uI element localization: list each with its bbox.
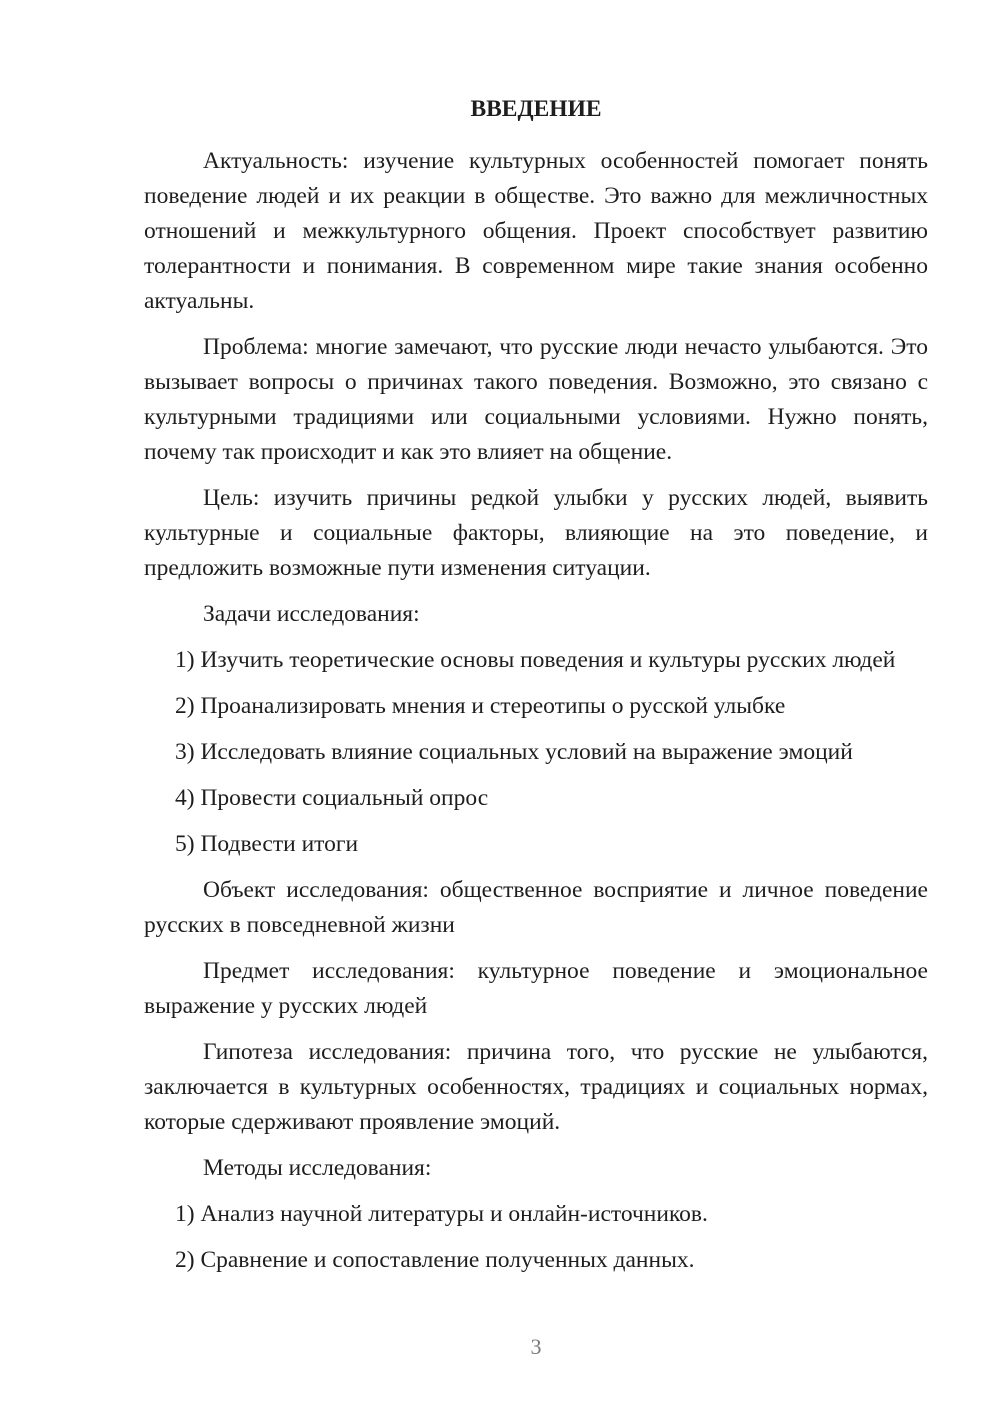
page-number: 3 <box>530 1334 542 1359</box>
subject-paragraph: Предмет исследования: культурное поведение и эмоциональное выражение у русских людей <box>144 958 928 1019</box>
tasks-label: Задачи исследования: <box>203 601 420 627</box>
object-paragraph: Объект исследования: общественное восприятие и личное поведение русских в повседневной жизни <box>144 877 928 938</box>
relevance-paragraph: Актуальность: изучение культурных особенностей помогает понять поведение людей и их реакции в обществе. Это важно для межличностных отношений и межкультурного общения. Проект способствует развитию толерантности и понимания. В современном мире такие знания особенно актуальны. <box>144 148 928 314</box>
task-item-3: 3) Исследовать влияние социальных условий на выражение эмоций <box>175 739 853 765</box>
goal-paragraph: Цель: изучить причины редкой улыбки у русских людей, выявить культурные и социальные факторы, влияющие на это поведение, и предложить возможные пути изменения ситуации. <box>144 485 928 581</box>
methods-label: Методы исследования: <box>203 1155 432 1181</box>
task-item-2: 2) Проанализировать мнения и стереотипы о русской улыбке <box>175 693 786 719</box>
problem-paragraph: Проблема: многие замечают, что русские люди нечасто улыбаются. Это вызывает вопросы о причинах такого поведения. Возможно, это связано с культурными традициями или социальными условиями. Нужно понять, почему так происходит и как это влияет на общение. <box>144 334 928 465</box>
task-item-1: 1) Изучить теоретические основы поведения и культуры русских людей <box>175 647 896 673</box>
method-item-2: 2) Сравнение и сопоставление полученных данных. <box>175 1247 695 1273</box>
method-item-1: 1) Анализ научной литературы и онлайн-источников. <box>175 1201 708 1227</box>
page-body <box>144 92 928 1289</box>
hypothesis-paragraph: Гипотеза исследования: причина того, что русские не улыбаются, заключается в культурных особенностях, традициях и социальных нормах, которые сдерживают проявление эмоций. <box>144 1039 928 1135</box>
section-heading: ВВЕДЕНИЕ <box>470 96 602 122</box>
task-item-5: 5) Подвести итоги <box>175 831 359 857</box>
task-item-4: 4) Провести социальный опрос <box>175 785 489 811</box>
